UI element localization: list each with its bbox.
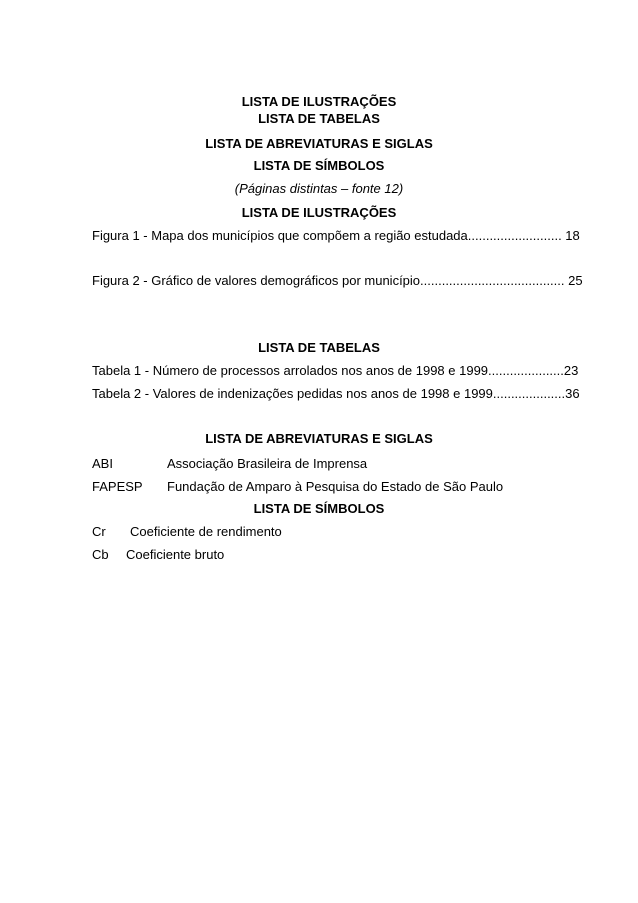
abbreviation-meaning: Fundação de Amparo à Pesquisa do Estado de São Paulo <box>167 479 504 494</box>
header-note: (Páginas distintas – fonte 12) <box>234 181 404 196</box>
symbol-meaning: Coeficiente de rendimento <box>130 524 282 539</box>
illustration-entry: Figura 1 - Mapa dos municípios que compõem a região estudada.......................... 18 <box>92 228 580 243</box>
header-line-abbreviations: LISTA DE ABREVIATURAS E SIGLAS <box>205 136 433 151</box>
abbreviation-term: FAPESP <box>92 479 143 494</box>
table-entry: Tabela 1 - Número de processos arrolados nos anos de 1998 e 1999.....................23 <box>92 363 579 378</box>
illustrations-title: LISTA DE ILUSTRAÇÕES <box>241 205 397 220</box>
symbol-term: Cb <box>92 547 109 562</box>
tables-title: LISTA DE TABELAS <box>258 340 380 355</box>
symbol-term: Cr <box>92 524 106 539</box>
header-line-tables: LISTA DE TABELAS <box>258 111 380 126</box>
header-line-illustrations: LISTA DE ILUSTRAÇÕES <box>241 94 397 109</box>
symbol-meaning: Coeficiente bruto <box>126 547 225 562</box>
header-line-symbols: LISTA DE SÍMBOLOS <box>253 158 385 173</box>
abbreviation-term: ABI <box>92 456 113 471</box>
illustration-entry: Figura 2 - Gráfico de valores demográficos por município........................................ 25 <box>92 273 583 288</box>
symbols-title: LISTA DE SÍMBOLOS <box>253 501 385 516</box>
abbreviations-title: LISTA DE ABREVIATURAS E SIGLAS <box>205 431 433 446</box>
abbreviation-meaning: Associação Brasileira de Imprensa <box>167 456 368 471</box>
table-entry: Tabela 2 - Valores de indenizações pedidas nos anos de 1998 e 1999....................36 <box>92 386 580 401</box>
